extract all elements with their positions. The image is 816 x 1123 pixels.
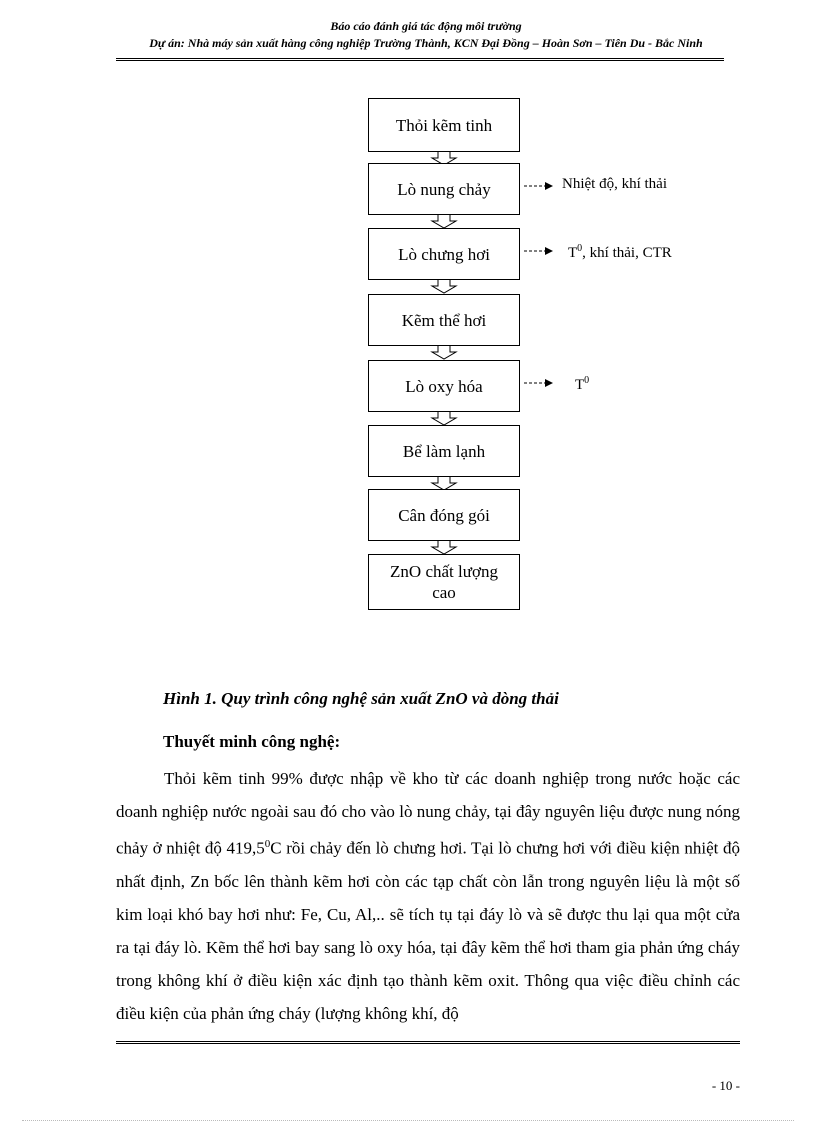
step-box-7 (368, 489, 520, 541)
step-box-3 (368, 228, 520, 280)
output-text: , khí thải, CTR (582, 245, 672, 261)
output-lo-nung-chay: Nhiệt độ, khí thải (562, 176, 667, 192)
step-box-5 (368, 360, 520, 412)
down-arrow-icon (427, 280, 461, 294)
paragraph-text: Thỏi kẽm tinh 99% được nhập về kho từ các doanh nghiệp trong nước hoặc các doanh nghiệp nước ngoài sau đó cho vào lò nung chảy, tại đây nguyên liệu được nung nóng chảy ở nhiệt độ 419,5 (116, 769, 740, 858)
section-subheading: Thuyết minh công nghệ: (163, 732, 341, 751)
step-label: Kẽm thể hơi (401, 310, 487, 330)
output-text: T (568, 245, 578, 261)
output-lo-chung-hoi (568, 240, 672, 262)
figure-caption: Hình 1. Quy trình công nghệ sản xuất ZnO và dòng thải (163, 689, 559, 708)
step-box-1 (368, 98, 520, 152)
right-arrow-icon (524, 181, 554, 191)
superscript: 0 (264, 838, 271, 850)
down-arrow-icon (427, 412, 461, 426)
step-label: Lò chưng hơi (398, 244, 490, 264)
step-label: ZnO chất lượng cao (390, 562, 498, 602)
step-label: Bể làm lạnh (402, 441, 486, 461)
down-arrow-icon (427, 346, 461, 360)
page-header (116, 18, 736, 52)
paragraph-text: C rồi chảy đến lò chưng hơi. Tại lò chưng hơi với điều kiện nhiệt độ nhất định, Zn bốc lên thành kẽm hơi còn các tạp chất còn lẫn trong nguyên liệu là một số kim loại khó bay hơi như: Fe, Cu, Al,.. sẽ tích tụ tại đáy lò và sẽ được thu lại qua một cửa ra tại đáy lò. Kẽm thể hơi bay sang lò oxy hóa, tại đây kẽm thể hơi tham gia phản ứng cháy trong không khí ở điều kiện xác định tạo thành kẽm oxit. Thông qua việc điều chỉnh các điều kiện của phản ứng cháy (lượng không khí, độ (116, 838, 740, 1023)
down-arrow-icon (427, 215, 461, 229)
step-label: Thỏi kẽm tinh (395, 115, 493, 135)
header-project-title: Dự án: Nhà máy sản xuất hàng công nghiệp Trường Thành, KCN Đại Đồng – Hoàn Sơn – Tiên Du - Bắc Ninh (149, 36, 703, 50)
body-paragraph (116, 762, 740, 1030)
page-number: - 10 - (711, 1078, 740, 1093)
step-box-2 (368, 163, 520, 215)
right-arrow-icon (524, 378, 554, 388)
step-label: Lò oxy hóa (405, 376, 483, 396)
step-label: Cân đóng gói (398, 505, 490, 525)
superscript: 0 (584, 375, 590, 386)
step-label: Lò nung chảy (397, 179, 491, 199)
header-rule (116, 58, 724, 61)
step-box-4 (368, 294, 520, 346)
down-arrow-icon (427, 541, 461, 555)
footer-rule (116, 1041, 740, 1044)
header-report-title: Báo cáo đánh giá tác động môi trường (330, 19, 522, 33)
output-text: T (575, 377, 585, 393)
superscript: 0 (577, 243, 583, 254)
step-box-6 (368, 425, 520, 477)
right-arrow-icon (524, 246, 554, 256)
output-lo-oxy-hoa (575, 372, 589, 394)
page-bottom-border (22, 1120, 794, 1121)
step-box-8 (368, 554, 520, 610)
